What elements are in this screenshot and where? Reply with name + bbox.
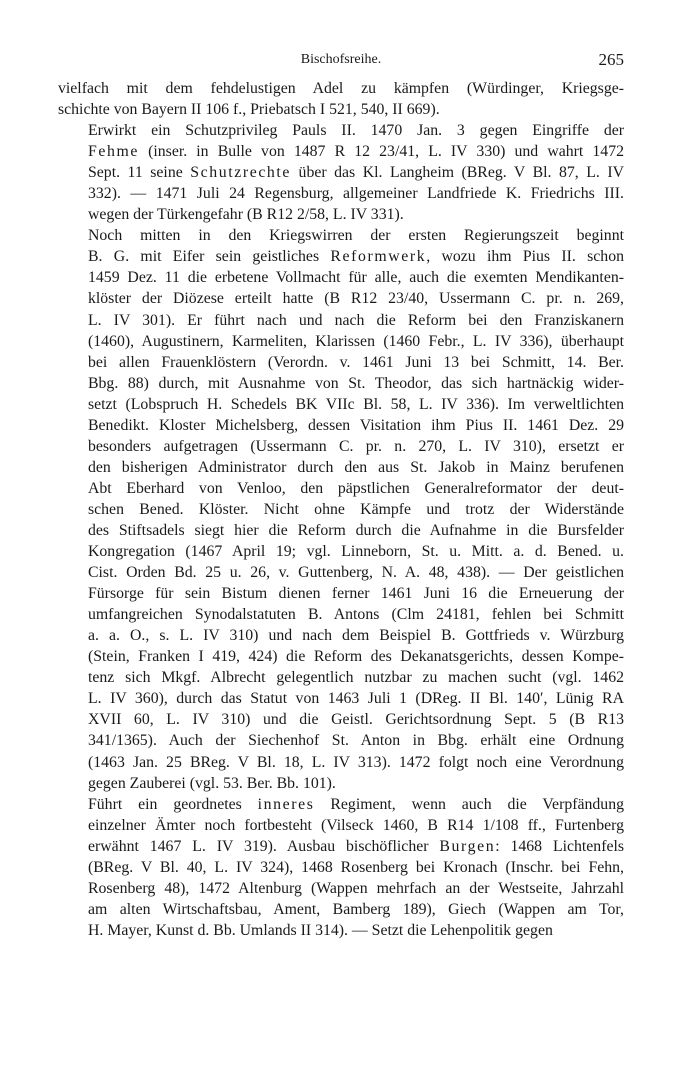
- text-run: (inser. in Bulle von 1487 R 12 23/41, L. IV 330) und wahrt 1472: [139, 143, 624, 161]
- text-run: (BReg. V Bl. 40, L. IV 324), 1468 Rosenberg bei Kronach (Inschr. bei Fehn,: [88, 858, 624, 876]
- text-run: klöster der Diözese erteilt hatte (B R12 23/40, Ussermann C. pr. n. 269,: [88, 290, 624, 308]
- text-line: [58, 752, 624, 773]
- running-header: [58, 52, 624, 74]
- text-line: [58, 520, 624, 541]
- paragraph: [58, 78, 624, 120]
- text-line: [58, 162, 624, 183]
- text-line: [58, 604, 624, 625]
- spaced-emphasis: Reformwerk: [330, 248, 427, 266]
- text-run: H. Mayer, Kunst d. Bb. Umlands II 314). — Setzt die Lehenpolitik gegen: [88, 921, 553, 939]
- text-run: 341/1365). Auch der Siechenhof St. Anton in Bbg. erhält eine Ordnung: [88, 732, 624, 750]
- text-line: [58, 288, 624, 309]
- text-line: [58, 836, 624, 857]
- text-line: [58, 815, 624, 836]
- text-line: [58, 267, 624, 288]
- running-title: Bischofsreihe.: [300, 52, 382, 67]
- text-line: [58, 204, 624, 225]
- text-run: a. a. O., s. L. IV 310) und nach dem Beispiel B. Gottfrieds v. Würzburg: [88, 627, 624, 645]
- page-number: 265: [598, 50, 624, 69]
- text-line: [58, 141, 624, 162]
- text-line: [58, 457, 624, 478]
- text-run: 1459 Dez. 11 die erbetene Vollmacht für alle, auch die exemten Mendikanten-: [88, 269, 624, 287]
- body-text: [58, 78, 624, 941]
- text-run: erwähnt 1467 L. IV 319). Ausbau bischöflicher: [88, 837, 440, 855]
- text-run: B. G. mit Eifer sein geistliches: [88, 248, 331, 266]
- text-line: [58, 373, 624, 394]
- text-run: umfangreichen Synodalstatuten B. Antons (Clm 24181, fehlen bei Schmitt: [88, 606, 624, 624]
- text-line: [58, 899, 624, 920]
- text-line: [58, 436, 624, 457]
- text-run: des Stiftsadels siegt hier die Reform durch die Aufnahme in die Bursfelder: [88, 521, 624, 539]
- text-run: L. IV 301). Er führt nach und nach die Reform bei den Franziskanern: [88, 311, 624, 329]
- text-run: Bbg. 88) durch, mit Ausnahme von St. Theodor, das sich hartnäckig wider-: [88, 374, 624, 392]
- text-run: bei allen Frauenklöstern (Verordn. v. 1461 Juni 13 bei Schmitt, 14. Ber.: [88, 353, 624, 371]
- paragraph: [58, 794, 624, 941]
- text-run: wegen der Türkengefahr (B R12 2/58, L. IV 331).: [88, 206, 404, 224]
- text-line: [58, 688, 624, 709]
- text-run: am alten Wirtschaftsbau, Ament, Bamberg 189), Giech (Wappen am Tor,: [88, 900, 624, 918]
- text-line: [58, 730, 624, 751]
- text-line: [58, 352, 624, 373]
- text-run: über das Kl. Langheim (BReg. V Bl. 87, L. IV: [291, 164, 624, 182]
- text-run: den bisherigen Administrator durch den aus St. Jakob in Mainz berufenen: [88, 458, 624, 476]
- text-line: [58, 415, 624, 436]
- text-line: [58, 773, 624, 794]
- text-run: einzelner Ämter noch fortbesteht (Vilseck 1460, B R14 1/108 ff., Furtenberg: [88, 816, 624, 834]
- paragraph: [58, 225, 624, 793]
- text-run: Kongregation (1467 April 19; vgl. Linneborn, St. u. Mitt. a. d. Bened. u.: [88, 543, 624, 561]
- text-run: 332). — 1471 Juli 24 Regensburg, allgemeiner Landfriede K. Friedrichs III.: [88, 185, 624, 203]
- text-line: [58, 709, 624, 730]
- text-line: [58, 625, 624, 646]
- text-line: [58, 246, 624, 267]
- text-run: Sept. 11 seine: [88, 164, 191, 182]
- text-run: schen Bened. Klöster. Nicht ohne Kämpfe und trotz der Widerstände: [88, 500, 624, 518]
- text-run: Erwirkt ein Schutzprivileg Pauls II. 1470 Jan. 3 gegen Eingriffe der: [88, 122, 624, 140]
- text-line: [58, 583, 624, 604]
- text-run: besonders aufgetragen (Ussermann C. pr. n. 270, L. IV 310), ersetzt er: [88, 437, 624, 455]
- text-line: [58, 78, 624, 99]
- text-run: vielfach mit dem fehdelustigen Adel zu kämpfen (Würdinger, Kriegsge-: [58, 80, 624, 97]
- text-run: Rosenberg 48), 1472 Altenburg (Wappen mehrfach an der Westseite, Jahrzahl: [88, 879, 624, 897]
- spaced-emphasis: inneres: [257, 795, 315, 813]
- text-line: [58, 99, 624, 120]
- text-line: [58, 794, 624, 815]
- text-run: : 1468 Lichtenfels: [495, 837, 624, 855]
- spaced-emphasis: Fehme: [88, 143, 139, 161]
- text-line: [58, 878, 624, 899]
- text-run: Fürsorge für sein Bistum dienen ferner 1461 Juni 16 die Erneuerung der: [88, 585, 624, 603]
- text-run: Abt Eberhard von Venloo, den päpstlichen Generalreformator der deut-: [88, 479, 624, 497]
- text-line: [58, 541, 624, 562]
- text-line: [58, 646, 624, 667]
- text-line: [58, 183, 624, 204]
- text-line: [58, 478, 624, 499]
- text-line: [58, 310, 624, 331]
- text-run: Noch mitten in den Kriegswirren der ersten Regierungszeit beginnt: [88, 227, 624, 245]
- text-run: , wozu ihm Pius II. schon: [426, 248, 624, 266]
- text-run: (Stein, Franken I 419, 424) die Reform des Dekanatsgerichts, dessen Kompe-: [88, 648, 624, 666]
- spaced-emphasis: Schutzrechte: [190, 164, 292, 182]
- paragraph: [58, 120, 624, 225]
- text-run: (1463 Jan. 25 BReg. V Bl. 18, L. IV 313). 1472 folgt noch eine Verordnung: [88, 753, 624, 771]
- text-run: schichte von Bayern II 106 f., Priebatsch I 521, 540, II 669).: [58, 101, 440, 119]
- text-line: [58, 499, 624, 520]
- text-run: tenz sich Mkgf. Albrecht gelegentlich nutzbar zu machen sucht (vgl. 1462: [88, 669, 624, 687]
- text-line: [58, 331, 624, 352]
- text-run: setzt (Lobspruch H. Schedels BK VIIc Bl. 58, L. IV 336). Im verweltlichten: [88, 395, 624, 413]
- text-run: XVII 60, L. IV 310) und die Geistl. Gerichtsordnung Sept. 5 (B R13: [88, 711, 624, 729]
- text-line: [58, 120, 624, 141]
- text-line: [58, 857, 624, 878]
- text-run: Regiment, wenn auch die Verpfändung: [314, 795, 624, 813]
- text-run: L. IV 360), durch das Statut von 1463 Juli 1 (DReg. II Bl. 140′, Lünig RA: [88, 690, 624, 708]
- text-line: [58, 562, 624, 583]
- text-run: Cist. Orden Bd. 25 u. 26, v. Guttenberg, N. A. 48, 438). — Der geistlichen: [88, 564, 624, 582]
- text-line: [58, 920, 624, 941]
- text-run: Führt ein geordnetes: [88, 795, 258, 813]
- text-line: [58, 667, 624, 688]
- text-line: [58, 394, 624, 415]
- text-run: (1460), Augustinern, Karmeliten, Klarissen (1460 Febr., L. IV 336), überhaupt: [88, 332, 624, 350]
- text-line: [58, 225, 624, 246]
- text-run: gegen Zauberei (vgl. 53. Ber. Bb. 101).: [88, 774, 336, 792]
- spaced-emphasis: Burgen: [439, 837, 496, 855]
- text-run: Benedikt. Kloster Michelsberg, dessen Visitation ihm Pius II. 1461 Dez. 29: [88, 416, 624, 434]
